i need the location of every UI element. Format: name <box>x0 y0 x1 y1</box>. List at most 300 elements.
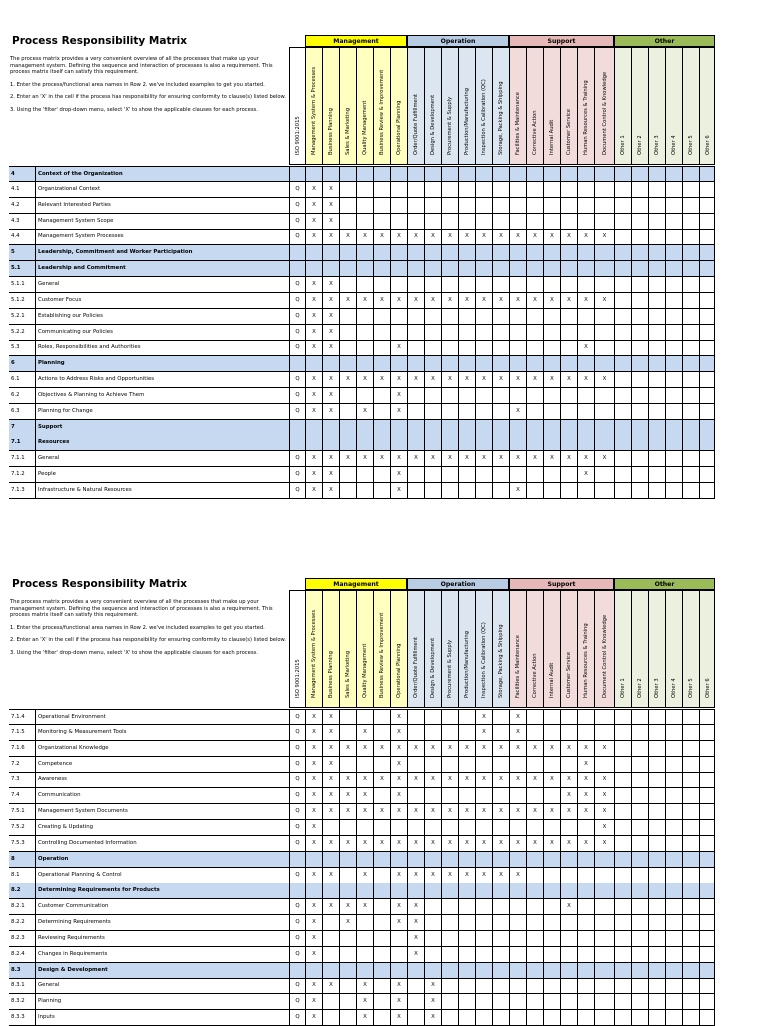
matrix-cell[interactable] <box>492 182 509 197</box>
matrix-cell[interactable]: X <box>322 214 339 229</box>
matrix-cell[interactable]: X <box>305 372 322 387</box>
matrix-cell[interactable] <box>631 947 648 962</box>
matrix-cell[interactable] <box>631 467 648 482</box>
matrix-cell[interactable]: X <box>526 229 543 244</box>
column-header[interactable] <box>631 47 648 165</box>
matrix-cell[interactable] <box>560 167 577 182</box>
matrix-cell[interactable] <box>356 198 373 213</box>
matrix-cell[interactable] <box>441 915 458 930</box>
matrix-cell[interactable] <box>614 788 631 803</box>
matrix-cell[interactable] <box>356 852 373 867</box>
matrix-cell[interactable] <box>594 245 614 260</box>
matrix-cell[interactable]: X <box>339 915 356 930</box>
matrix-cell[interactable] <box>543 963 560 978</box>
matrix-cell[interactable] <box>475 325 492 340</box>
matrix-cell[interactable]: X <box>560 451 577 466</box>
matrix-cell[interactable] <box>475 467 492 482</box>
matrix-cell[interactable] <box>492 947 509 962</box>
matrix-cell[interactable] <box>577 277 594 292</box>
matrix-cell[interactable] <box>614 293 631 308</box>
column-header[interactable] <box>614 47 631 165</box>
matrix-cell[interactable] <box>441 261 458 276</box>
column-header[interactable] <box>289 47 305 165</box>
matrix-cell[interactable] <box>424 309 441 324</box>
matrix-cell[interactable] <box>492 883 509 898</box>
matrix-cell[interactable] <box>682 214 699 229</box>
matrix-cell[interactable] <box>577 978 594 993</box>
matrix-cell[interactable]: X <box>305 757 322 772</box>
matrix-cell[interactable]: Q <box>289 820 305 835</box>
matrix-cell[interactable]: X <box>390 741 407 756</box>
matrix-cell[interactable]: X <box>390 451 407 466</box>
matrix-cell[interactable] <box>577 214 594 229</box>
column-header[interactable] <box>699 47 715 165</box>
matrix-cell[interactable] <box>458 356 475 371</box>
matrix-cell[interactable] <box>526 899 543 914</box>
matrix-cell[interactable] <box>492 277 509 292</box>
matrix-cell[interactable] <box>441 404 458 419</box>
matrix-cell[interactable] <box>458 340 475 355</box>
matrix-cell[interactable] <box>594 931 614 946</box>
matrix-cell[interactable] <box>458 788 475 803</box>
matrix-cell[interactable]: X <box>526 451 543 466</box>
matrix-cell[interactable] <box>475 435 492 450</box>
matrix-cell[interactable] <box>424 404 441 419</box>
matrix-cell[interactable]: X <box>407 451 424 466</box>
matrix-cell[interactable] <box>390 198 407 213</box>
matrix-cell[interactable] <box>339 1010 356 1025</box>
matrix-cell[interactable] <box>441 467 458 482</box>
matrix-cell[interactable]: X <box>560 788 577 803</box>
matrix-cell[interactable] <box>509 820 526 835</box>
matrix-cell[interactable]: X <box>390 372 407 387</box>
column-header[interactable] <box>699 590 715 708</box>
matrix-cell[interactable] <box>648 963 665 978</box>
matrix-cell[interactable] <box>665 804 682 819</box>
matrix-cell[interactable] <box>339 245 356 260</box>
matrix-cell[interactable]: X <box>390 788 407 803</box>
matrix-cell[interactable] <box>682 182 699 197</box>
matrix-cell[interactable]: X <box>475 293 492 308</box>
matrix-cell[interactable] <box>560 340 577 355</box>
column-header[interactable] <box>631 590 648 708</box>
matrix-cell[interactable] <box>682 710 699 725</box>
matrix-cell[interactable]: X <box>526 293 543 308</box>
matrix-cell[interactable] <box>543 214 560 229</box>
matrix-cell[interactable] <box>322 994 339 1009</box>
matrix-cell[interactable] <box>526 883 543 898</box>
matrix-cell[interactable] <box>631 725 648 740</box>
matrix-cell[interactable]: X <box>305 788 322 803</box>
matrix-cell[interactable] <box>631 435 648 450</box>
matrix-cell[interactable] <box>543 388 560 403</box>
matrix-cell[interactable]: X <box>509 483 526 498</box>
matrix-cell[interactable]: X <box>339 451 356 466</box>
matrix-cell[interactable] <box>356 435 373 450</box>
matrix-cell[interactable] <box>458 467 475 482</box>
matrix-cell[interactable]: X <box>475 451 492 466</box>
matrix-cell[interactable]: X <box>390 772 407 787</box>
matrix-cell[interactable] <box>560 931 577 946</box>
matrix-cell[interactable] <box>648 325 665 340</box>
matrix-cell[interactable] <box>458 852 475 867</box>
matrix-cell[interactable] <box>458 261 475 276</box>
matrix-cell[interactable] <box>665 836 682 851</box>
matrix-cell[interactable]: X <box>577 757 594 772</box>
matrix-cell[interactable] <box>543 483 560 498</box>
matrix-cell[interactable]: X <box>441 868 458 883</box>
matrix-cell[interactable]: X <box>390 293 407 308</box>
matrix-cell[interactable]: X <box>509 741 526 756</box>
column-header[interactable] <box>492 590 509 708</box>
matrix-cell[interactable]: X <box>594 741 614 756</box>
matrix-cell[interactable]: X <box>356 788 373 803</box>
matrix-cell[interactable] <box>526 467 543 482</box>
matrix-cell[interactable]: X <box>594 372 614 387</box>
matrix-cell[interactable] <box>560 182 577 197</box>
matrix-cell[interactable] <box>475 214 492 229</box>
matrix-cell[interactable] <box>475 245 492 260</box>
matrix-cell[interactable] <box>356 325 373 340</box>
matrix-cell[interactable] <box>614 277 631 292</box>
matrix-cell[interactable] <box>543 420 560 435</box>
matrix-cell[interactable]: X <box>543 804 560 819</box>
matrix-cell[interactable] <box>631 182 648 197</box>
matrix-cell[interactable] <box>682 772 699 787</box>
matrix-cell[interactable] <box>526 309 543 324</box>
matrix-cell[interactable] <box>356 757 373 772</box>
column-header[interactable] <box>560 47 577 165</box>
matrix-cell[interactable]: Q <box>289 467 305 482</box>
matrix-cell[interactable]: X <box>390 725 407 740</box>
matrix-cell[interactable] <box>577 404 594 419</box>
matrix-cell[interactable] <box>648 340 665 355</box>
matrix-cell[interactable] <box>424 420 441 435</box>
matrix-cell[interactable]: X <box>441 804 458 819</box>
matrix-cell[interactable] <box>509 214 526 229</box>
matrix-cell[interactable] <box>424 198 441 213</box>
matrix-cell[interactable]: X <box>441 293 458 308</box>
matrix-cell[interactable]: Q <box>289 372 305 387</box>
matrix-cell[interactable] <box>614 883 631 898</box>
matrix-cell[interactable]: X <box>475 710 492 725</box>
matrix-cell[interactable] <box>458 245 475 260</box>
matrix-cell[interactable] <box>458 757 475 772</box>
matrix-cell[interactable] <box>373 947 390 962</box>
column-header[interactable] <box>305 590 322 708</box>
column-header[interactable] <box>356 47 373 165</box>
matrix-cell[interactable] <box>699 198 715 213</box>
matrix-cell[interactable]: X <box>509 868 526 883</box>
matrix-cell[interactable] <box>475 757 492 772</box>
matrix-cell[interactable] <box>594 182 614 197</box>
matrix-cell[interactable]: Q <box>289 309 305 324</box>
matrix-cell[interactable] <box>665 451 682 466</box>
matrix-cell[interactable] <box>492 788 509 803</box>
matrix-cell[interactable] <box>424 947 441 962</box>
matrix-cell[interactable] <box>339 483 356 498</box>
matrix-cell[interactable]: X <box>543 372 560 387</box>
matrix-cell[interactable] <box>631 325 648 340</box>
matrix-cell[interactable]: X <box>390 404 407 419</box>
matrix-cell[interactable] <box>322 963 339 978</box>
matrix-cell[interactable]: X <box>356 372 373 387</box>
matrix-cell[interactable] <box>699 804 715 819</box>
column-header[interactable] <box>458 590 475 708</box>
matrix-cell[interactable] <box>699 820 715 835</box>
matrix-cell[interactable]: X <box>322 804 339 819</box>
matrix-cell[interactable]: X <box>305 451 322 466</box>
matrix-cell[interactable] <box>373 915 390 930</box>
matrix-cell[interactable]: X <box>492 772 509 787</box>
matrix-cell[interactable]: X <box>305 899 322 914</box>
matrix-cell[interactable] <box>543 167 560 182</box>
matrix-cell[interactable] <box>614 372 631 387</box>
matrix-cell[interactable] <box>614 899 631 914</box>
matrix-cell[interactable] <box>682 356 699 371</box>
matrix-cell[interactable]: X <box>458 804 475 819</box>
matrix-cell[interactable] <box>475 167 492 182</box>
matrix-cell[interactable] <box>526 420 543 435</box>
matrix-cell[interactable] <box>339 198 356 213</box>
matrix-cell[interactable] <box>526 757 543 772</box>
matrix-cell[interactable] <box>373 757 390 772</box>
matrix-cell[interactable]: X <box>424 229 441 244</box>
matrix-cell[interactable] <box>492 852 509 867</box>
matrix-cell[interactable]: Q <box>289 725 305 740</box>
matrix-cell[interactable] <box>577 198 594 213</box>
column-header[interactable] <box>492 47 509 165</box>
matrix-cell[interactable] <box>492 356 509 371</box>
matrix-cell[interactable]: X <box>390 994 407 1009</box>
column-header[interactable] <box>543 47 560 165</box>
matrix-cell[interactable]: X <box>424 772 441 787</box>
matrix-cell[interactable] <box>373 931 390 946</box>
matrix-cell[interactable] <box>458 325 475 340</box>
matrix-cell[interactable] <box>631 404 648 419</box>
matrix-cell[interactable] <box>648 261 665 276</box>
matrix-cell[interactable] <box>631 356 648 371</box>
matrix-cell[interactable] <box>373 868 390 883</box>
matrix-cell[interactable]: X <box>407 772 424 787</box>
matrix-cell[interactable] <box>594 994 614 1009</box>
column-header[interactable] <box>458 47 475 165</box>
matrix-cell[interactable]: Q <box>289 214 305 229</box>
matrix-cell[interactable] <box>577 883 594 898</box>
matrix-cell[interactable]: X <box>305 467 322 482</box>
matrix-cell[interactable] <box>699 245 715 260</box>
matrix-cell[interactable] <box>407 1010 424 1025</box>
matrix-cell[interactable] <box>356 309 373 324</box>
matrix-cell[interactable]: X <box>322 772 339 787</box>
matrix-cell[interactable] <box>339 182 356 197</box>
matrix-cell[interactable]: X <box>339 741 356 756</box>
matrix-cell[interactable] <box>289 167 305 182</box>
column-header[interactable] <box>441 47 458 165</box>
matrix-cell[interactable]: X <box>390 868 407 883</box>
matrix-cell[interactable] <box>492 388 509 403</box>
matrix-cell[interactable]: Q <box>289 804 305 819</box>
matrix-cell[interactable] <box>526 1010 543 1025</box>
matrix-cell[interactable]: X <box>322 836 339 851</box>
matrix-cell[interactable] <box>560 420 577 435</box>
matrix-cell[interactable] <box>441 245 458 260</box>
matrix-cell[interactable] <box>631 804 648 819</box>
matrix-cell[interactable] <box>699 451 715 466</box>
matrix-cell[interactable]: X <box>390 915 407 930</box>
matrix-cell[interactable] <box>577 261 594 276</box>
matrix-cell[interactable] <box>699 883 715 898</box>
matrix-cell[interactable] <box>543 1010 560 1025</box>
matrix-cell[interactable]: X <box>577 836 594 851</box>
matrix-cell[interactable]: X <box>577 293 594 308</box>
matrix-cell[interactable]: X <box>424 1010 441 1025</box>
matrix-cell[interactable] <box>424 261 441 276</box>
matrix-cell[interactable] <box>648 868 665 883</box>
matrix-cell[interactable] <box>475 788 492 803</box>
matrix-cell[interactable] <box>339 931 356 946</box>
matrix-cell[interactable] <box>526 483 543 498</box>
matrix-cell[interactable] <box>407 340 424 355</box>
matrix-cell[interactable] <box>631 772 648 787</box>
matrix-cell[interactable]: X <box>424 293 441 308</box>
matrix-cell[interactable] <box>475 931 492 946</box>
matrix-cell[interactable] <box>424 963 441 978</box>
matrix-cell[interactable] <box>543 899 560 914</box>
matrix-cell[interactable] <box>390 883 407 898</box>
matrix-cell[interactable] <box>526 963 543 978</box>
matrix-cell[interactable] <box>577 483 594 498</box>
matrix-cell[interactable] <box>614 340 631 355</box>
matrix-cell[interactable]: X <box>543 772 560 787</box>
matrix-cell[interactable]: X <box>356 451 373 466</box>
matrix-cell[interactable]: X <box>543 451 560 466</box>
matrix-cell[interactable] <box>682 420 699 435</box>
matrix-cell[interactable]: Q <box>289 483 305 498</box>
matrix-cell[interactable] <box>648 725 665 740</box>
matrix-cell[interactable] <box>492 325 509 340</box>
matrix-cell[interactable] <box>424 757 441 772</box>
matrix-cell[interactable] <box>631 167 648 182</box>
matrix-cell[interactable]: X <box>509 372 526 387</box>
matrix-cell[interactable] <box>509 245 526 260</box>
matrix-cell[interactable]: X <box>577 467 594 482</box>
matrix-cell[interactable] <box>390 435 407 450</box>
column-header[interactable] <box>339 590 356 708</box>
matrix-cell[interactable] <box>407 214 424 229</box>
matrix-cell[interactable] <box>322 245 339 260</box>
matrix-cell[interactable] <box>614 741 631 756</box>
column-header[interactable] <box>594 590 614 708</box>
matrix-cell[interactable] <box>424 931 441 946</box>
matrix-cell[interactable] <box>648 229 665 244</box>
matrix-cell[interactable] <box>594 1010 614 1025</box>
matrix-cell[interactable] <box>594 757 614 772</box>
matrix-cell[interactable] <box>322 947 339 962</box>
matrix-cell[interactable]: Q <box>289 915 305 930</box>
column-header[interactable] <box>509 590 526 708</box>
matrix-cell[interactable]: X <box>305 309 322 324</box>
column-header[interactable] <box>407 590 424 708</box>
matrix-cell[interactable] <box>390 931 407 946</box>
matrix-cell[interactable] <box>339 435 356 450</box>
matrix-cell[interactable]: X <box>322 388 339 403</box>
matrix-cell[interactable]: X <box>407 868 424 883</box>
matrix-cell[interactable] <box>631 710 648 725</box>
matrix-cell[interactable] <box>458 883 475 898</box>
matrix-cell[interactable] <box>614 915 631 930</box>
matrix-cell[interactable] <box>407 277 424 292</box>
matrix-cell[interactable] <box>614 229 631 244</box>
matrix-cell[interactable] <box>339 420 356 435</box>
matrix-cell[interactable]: X <box>526 772 543 787</box>
matrix-cell[interactable] <box>594 963 614 978</box>
matrix-cell[interactable] <box>665 772 682 787</box>
matrix-cell[interactable]: X <box>322 198 339 213</box>
matrix-cell[interactable] <box>373 340 390 355</box>
matrix-cell[interactable] <box>699 229 715 244</box>
matrix-cell[interactable] <box>682 467 699 482</box>
matrix-cell[interactable] <box>424 883 441 898</box>
matrix-cell[interactable] <box>289 963 305 978</box>
matrix-cell[interactable]: X <box>322 788 339 803</box>
column-header[interactable] <box>289 590 305 708</box>
matrix-cell[interactable] <box>458 309 475 324</box>
column-header[interactable] <box>424 47 441 165</box>
matrix-cell[interactable]: X <box>322 277 339 292</box>
matrix-cell[interactable] <box>648 277 665 292</box>
column-header[interactable] <box>441 590 458 708</box>
matrix-cell[interactable] <box>492 899 509 914</box>
matrix-cell[interactable] <box>560 978 577 993</box>
matrix-cell[interactable] <box>631 994 648 1009</box>
matrix-cell[interactable]: Q <box>289 340 305 355</box>
matrix-cell[interactable] <box>682 868 699 883</box>
matrix-cell[interactable] <box>682 483 699 498</box>
matrix-cell[interactable] <box>699 435 715 450</box>
matrix-cell[interactable]: X <box>305 725 322 740</box>
matrix-cell[interactable] <box>543 309 560 324</box>
matrix-cell[interactable] <box>594 420 614 435</box>
matrix-cell[interactable] <box>356 182 373 197</box>
matrix-cell[interactable] <box>665 931 682 946</box>
matrix-cell[interactable] <box>322 435 339 450</box>
matrix-cell[interactable] <box>441 963 458 978</box>
matrix-cell[interactable] <box>424 915 441 930</box>
matrix-cell[interactable]: X <box>492 868 509 883</box>
matrix-cell[interactable] <box>594 325 614 340</box>
matrix-cell[interactable] <box>560 947 577 962</box>
matrix-cell[interactable] <box>458 277 475 292</box>
matrix-cell[interactable]: X <box>356 994 373 1009</box>
matrix-cell[interactable] <box>577 868 594 883</box>
matrix-cell[interactable] <box>560 388 577 403</box>
matrix-cell[interactable] <box>594 883 614 898</box>
matrix-cell[interactable] <box>475 820 492 835</box>
matrix-cell[interactable] <box>577 420 594 435</box>
matrix-cell[interactable] <box>509 852 526 867</box>
matrix-cell[interactable] <box>458 899 475 914</box>
matrix-cell[interactable] <box>407 245 424 260</box>
matrix-cell[interactable]: X <box>339 788 356 803</box>
matrix-cell[interactable] <box>526 978 543 993</box>
matrix-cell[interactable] <box>322 820 339 835</box>
matrix-cell[interactable]: X <box>305 388 322 403</box>
matrix-cell[interactable]: X <box>492 372 509 387</box>
matrix-cell[interactable] <box>509 167 526 182</box>
matrix-cell[interactable] <box>289 261 305 276</box>
column-header[interactable] <box>305 47 322 165</box>
